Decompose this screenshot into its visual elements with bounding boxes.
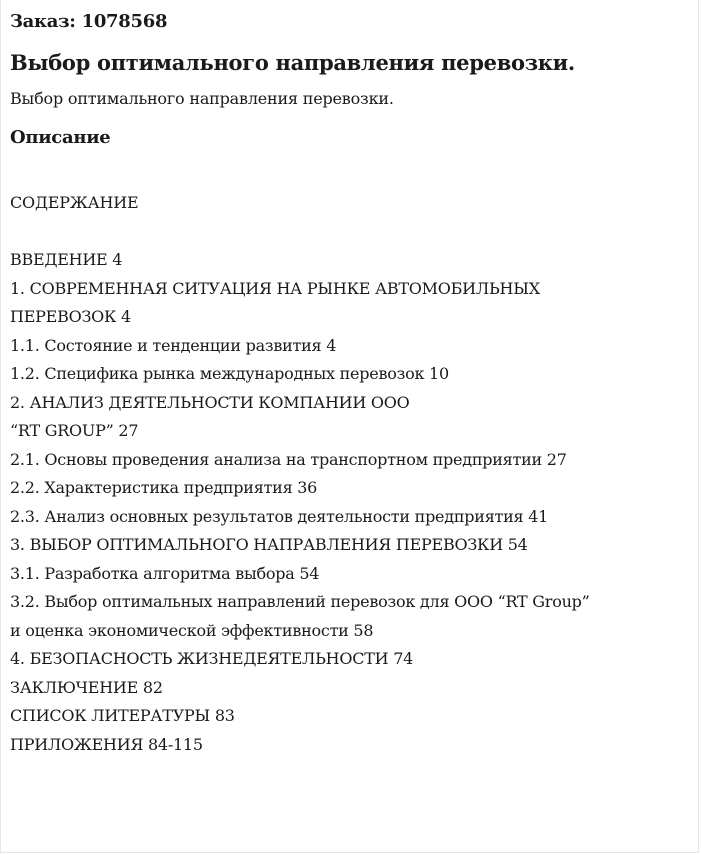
toc-line: 3.1. Разработка алгоритма выбора 54 — [10, 563, 320, 583]
order-number: Заказ: 1078568 — [10, 11, 168, 32]
toc-line: 3.2. Выбор оптимальных направлений перевозок для ООО “RT Group” — [10, 592, 590, 611]
toc-line: 2.2. Характеристика предприятия 36 — [10, 478, 318, 497]
document-content — [10, 10, 694, 759]
toc-line: ПРИЛОЖЕНИЯ 84-115 — [10, 734, 203, 754]
toc-line: 2.1. Основы проведения анализа на транспортном предприятии 27 — [10, 449, 567, 469]
toc-line: и оценка экономической эффективности 58 — [10, 620, 374, 640]
page-title: Выбор оптимального направления перевозки. — [10, 50, 575, 75]
toc-line: 1.2. Специфика рынка международных перевозок 10 — [10, 364, 449, 383]
toc-line: 1. СОВРЕМЕННАЯ СИТУАЦИЯ НА РЫНКЕ АВТОМОБИЛЬНЫХ — [10, 278, 540, 298]
toc-line: 3. ВЫБОР ОПТИМАЛЬНОГО НАПРАВЛЕНИЯ ПЕРЕВОЗКИ 54 — [10, 535, 528, 554]
table-of-contents — [10, 246, 694, 759]
toc-heading: СОДЕРЖАНИЕ — [10, 193, 139, 212]
page-subtitle: Выбор оптимального направления перевозки. — [10, 89, 394, 108]
toc-line: ПЕРЕВОЗОК 4 — [10, 307, 131, 326]
toc-line: “RT GROUP” 27 — [10, 421, 139, 440]
toc-line: 1.1. Состояние и тенденции развития 4 — [10, 335, 337, 355]
toc-line: 2. АНАЛИЗ ДЕЯТЕЛЬНОСТИ КОМПАНИИ ООО — [10, 392, 410, 412]
toc-line: СПИСОК ЛИТЕРАТУРЫ 83 — [10, 706, 235, 725]
toc-line: ВВЕДЕНИЕ 4 — [10, 250, 123, 269]
description-heading: Описание — [10, 127, 111, 148]
toc-line: 4. БЕЗОПАСНОСТЬ ЖИЗНЕДЕЯТЕЛЬНОСТИ 74 — [10, 649, 414, 668]
toc-line: ЗАКЛЮЧЕНИЕ 82 — [10, 677, 163, 697]
toc-line: 2.3. Анализ основных результатов деятельности предприятия 41 — [10, 506, 549, 526]
